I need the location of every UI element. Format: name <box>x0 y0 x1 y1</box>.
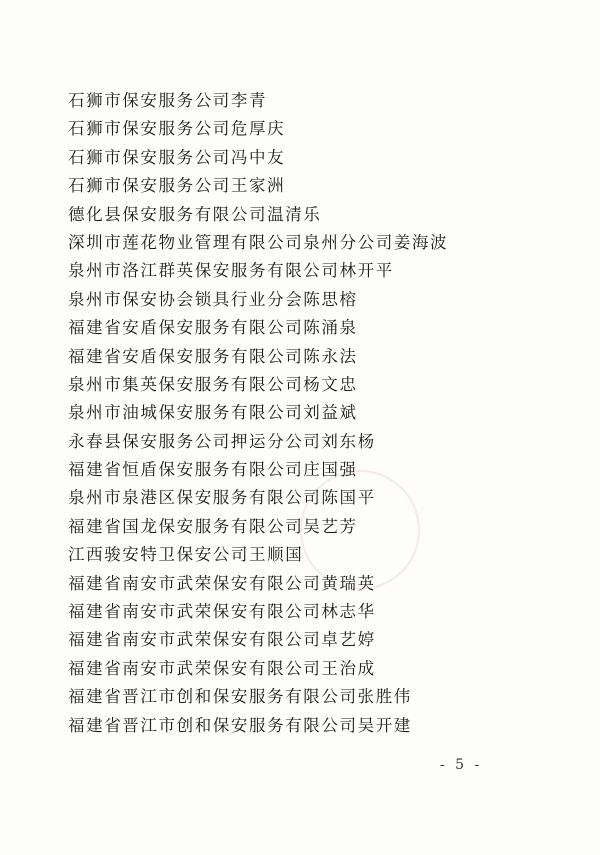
list-item: 泉州市泉港区保安服务有限公司陈国平 <box>68 488 376 508</box>
name-list <box>68 87 448 740</box>
list-item: 泉州市洛江群英保安服务有限公司林开平 <box>68 261 394 281</box>
list-item: 福建省南安市武荣保安有限公司王治成 <box>68 658 376 678</box>
list-item: 石狮市保安服务公司李青 <box>68 91 268 110</box>
list-item: 江西骏安特卫保安公司王顺国 <box>68 545 304 565</box>
list-item: 泉州市集英保安服务有限公司杨文忠 <box>68 374 358 394</box>
list-item: 福建省晋江市创和保安服务有限公司吴开建 <box>68 715 412 735</box>
list-item: 福建省国龙保安服务有限公司吴艺芳 <box>68 516 358 536</box>
list-item: 德化县保安服务有限公司温清乐 <box>68 204 322 224</box>
page-number: - 5 - <box>440 757 483 773</box>
list-item: 福建省南安市武荣保安有限公司林志华 <box>68 602 376 622</box>
list-item: 福建省南安市武荣保安有限公司卓艺婷 <box>68 630 376 650</box>
list-item: 福建省恒盾保安服务有限公司庄国强 <box>68 460 358 480</box>
list-item: 福建省南安市武荣保安有限公司黄瑞英 <box>68 573 376 593</box>
list-item: 泉州市保安协会锁具行业分会陈思榕 <box>68 289 358 309</box>
list-item: 石狮市保安服务公司王家洲 <box>68 176 286 196</box>
list-item: 泉州市油城保安服务有限公司刘益斌 <box>68 403 358 423</box>
list-item: 福建省晋江市创和保安服务有限公司张胜伟 <box>68 687 412 707</box>
list-item: 福建省安盾保安服务有限公司陈永法 <box>68 346 358 366</box>
list-item: 石狮市保安服务公司冯中友 <box>68 147 286 167</box>
list-item: 深圳市莲花物业管理有限公司泉州分公司姜海波 <box>68 232 449 252</box>
list-item: 福建省安盾保安服务有限公司陈涌泉 <box>68 318 358 338</box>
list-item: 永春县保安服务公司押运分公司刘东杨 <box>68 431 376 451</box>
list-item: 石狮市保安服务公司危厚庆 <box>68 119 286 139</box>
